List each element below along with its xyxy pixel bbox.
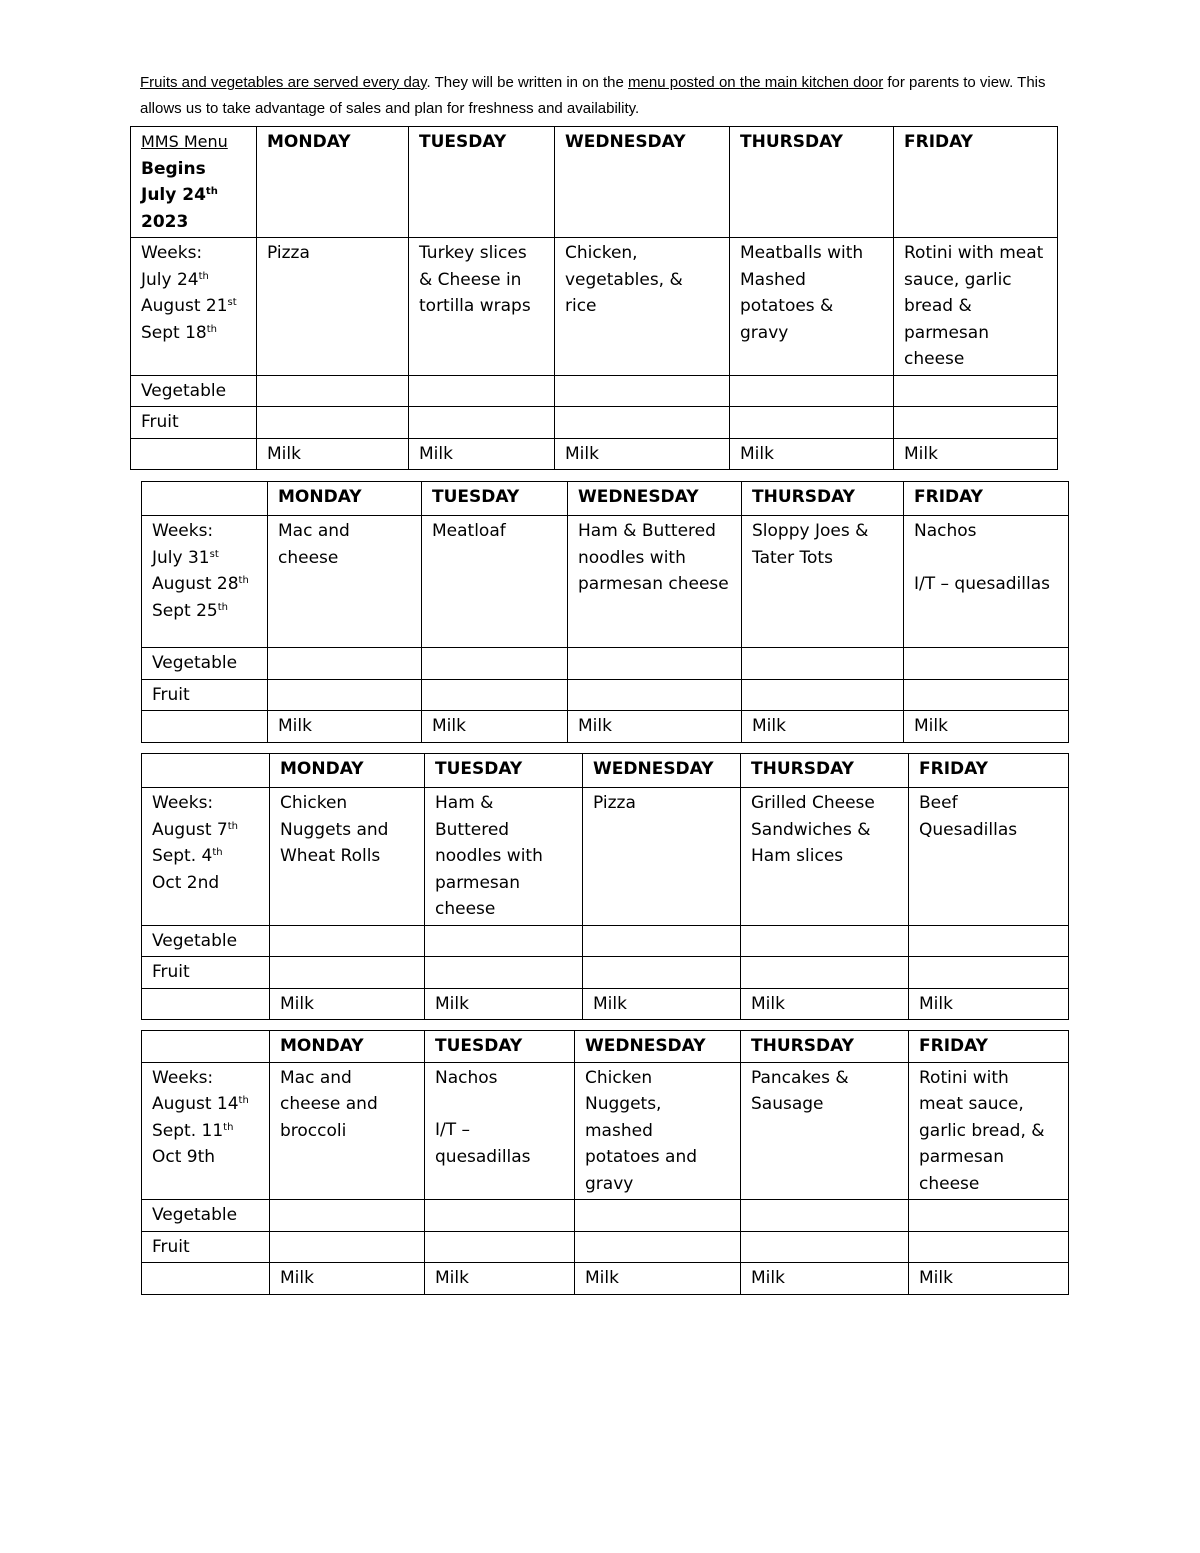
fruit-label: Fruit [142, 957, 270, 989]
meal-thursday: Grilled Cheese Sandwiches & Ham slices [741, 788, 909, 926]
vegetable-cell [257, 375, 409, 407]
day-header-friday: FRIDAY [909, 754, 1069, 788]
vegetable-label: Vegetable [142, 925, 270, 957]
fruit-cell [909, 957, 1069, 989]
milk-cell: Milk [742, 711, 904, 743]
meal-wednesday: Pizza [583, 788, 741, 926]
meal-monday: Chicken Nuggets and Wheat Rolls [270, 788, 425, 926]
vegetable-label: Vegetable [142, 648, 268, 680]
day-header-monday: MONDAY [270, 1031, 425, 1063]
day-header-wednesday: WEDNESDAY [575, 1031, 741, 1063]
fruit-cell [575, 1231, 741, 1263]
fruit-cell [425, 1231, 575, 1263]
fruit-cell [555, 407, 730, 439]
fruit-cell [425, 957, 583, 989]
meal-friday: Nachos I/T – quesadillas [904, 516, 1069, 648]
fruit-cell [268, 679, 422, 711]
corner-cell [142, 1031, 270, 1063]
day-header-tuesday: TUESDAY [425, 1031, 575, 1063]
vegetable-cell [555, 375, 730, 407]
milk-cell: Milk [425, 1263, 575, 1295]
alt-meal: I/T – quesadillas [435, 1120, 531, 1167]
week-date: Sept 25th [152, 600, 229, 621]
vegetable-cell [422, 648, 568, 680]
fruit-cell [257, 407, 409, 439]
meal-thursday: Meatballs with Mashed potatoes & gravy [730, 238, 894, 376]
meal-monday: Mac and cheese and broccoli [270, 1062, 425, 1200]
day-header-monday: MONDAY [270, 754, 425, 788]
week-date: Sept 18th [141, 322, 218, 343]
milk-cell: Milk [894, 438, 1058, 470]
fruit-label: Fruit [142, 1231, 270, 1263]
menu-title-mms: MMS Menu [141, 132, 228, 151]
milk-cell: Milk [425, 988, 583, 1020]
milk-cell: Milk [568, 711, 742, 743]
week-date: July 31st [152, 547, 219, 568]
menu-table-week-1 [130, 126, 1058, 470]
meal-monday: Mac and cheese [268, 516, 422, 648]
vegetable-cell [425, 925, 583, 957]
vegetable-cell [909, 1200, 1069, 1232]
week-date: August 21st [141, 296, 237, 316]
meal-thursday: Sloppy Joes & Tater Tots [742, 516, 904, 648]
day-header-friday: FRIDAY [904, 482, 1069, 516]
vegetable-cell [575, 1200, 741, 1232]
corner-cell [142, 754, 270, 788]
menu-title [131, 127, 257, 238]
milk-cell: Milk [422, 711, 568, 743]
vegetable-cell [742, 648, 904, 680]
vegetable-cell [270, 925, 425, 957]
fruit-cell [741, 957, 909, 989]
milk-cell: Milk [257, 438, 409, 470]
weeks-cell: Weeks: August 14th Sept. 11th Oct 9th [142, 1062, 270, 1200]
vegetable-cell [894, 375, 1058, 407]
milk-cell: Milk [575, 1263, 741, 1295]
intro-underline-1: Fruits and vegetables are served every day [140, 74, 427, 91]
milk-row-label [142, 1263, 270, 1295]
milk-row-label [142, 988, 270, 1020]
vegetable-cell [909, 925, 1069, 957]
milk-cell: Milk [909, 1263, 1069, 1295]
vegetable-cell [425, 1200, 575, 1232]
day-header-thursday: THURSDAY [741, 1031, 909, 1063]
menu-title-date: July 24th [141, 185, 218, 205]
fruit-cell [583, 957, 741, 989]
alt-meal: I/T – quesadillas [914, 573, 1050, 594]
meal-wednesday: Chicken Nuggets, mashed potatoes and gravy [575, 1062, 741, 1200]
day-header-tuesday: TUESDAY [409, 127, 555, 238]
vegetable-label: Vegetable [142, 1200, 270, 1232]
day-header-wednesday: WEDNESDAY [555, 127, 730, 238]
meal-tuesday: Ham & Buttered noodles with parmesan cheese [425, 788, 583, 926]
vegetable-cell [741, 925, 909, 957]
fruit-cell [741, 1231, 909, 1263]
fruit-cell [568, 679, 742, 711]
day-header-monday: MONDAY [257, 127, 409, 238]
milk-cell: Milk [270, 988, 425, 1020]
week-date: July 24th [141, 269, 209, 290]
intro-text-2: for parents to view. This allows us to take advantage of sales and plan for freshness and availability. [140, 74, 1046, 117]
intro-text-1: . They will be written in on the [426, 74, 629, 91]
meal-tuesday: Turkey slices & Cheese in tortilla wraps [409, 238, 555, 376]
weeks-cell: Weeks: August 7th Sept. 4th Oct 2nd [142, 788, 270, 926]
meal-wednesday: Chicken, vegetables, & rice [555, 238, 730, 376]
milk-cell: Milk [583, 988, 741, 1020]
meal-thursday: Pancakes & Sausage [741, 1062, 909, 1200]
fruit-cell [742, 679, 904, 711]
vegetable-cell [568, 648, 742, 680]
week-date: Oct 9th [152, 1147, 216, 1167]
milk-cell: Milk [270, 1263, 425, 1295]
menu-table-week-3 [141, 753, 1069, 1020]
milk-row-label [131, 438, 257, 470]
day-header-monday: MONDAY [268, 482, 422, 516]
day-header-thursday: THURSDAY [741, 754, 909, 788]
fruit-cell [894, 407, 1058, 439]
milk-cell: Milk [555, 438, 730, 470]
weeks-cell: Weeks: July 31st August 28th Sept 25th [142, 516, 268, 648]
meal-wednesday: Ham & Buttered noodles with parmesan cheese [568, 516, 742, 648]
fruit-cell [730, 407, 894, 439]
week-date: Sept. 4th [152, 846, 223, 866]
fruit-label: Fruit [131, 407, 257, 439]
meal-friday: Beef Quesadillas [909, 788, 1069, 926]
week-date: Sept. 11th [152, 1120, 234, 1141]
corner-cell [142, 482, 268, 516]
milk-cell: Milk [730, 438, 894, 470]
fruit-cell [409, 407, 555, 439]
milk-cell: Milk [741, 988, 909, 1020]
menu-title-year: 2023 [141, 211, 189, 232]
fruit-cell [904, 679, 1069, 711]
vegetable-cell [904, 648, 1069, 680]
milk-cell: Milk [409, 438, 555, 470]
menu-title-begins: Begins [141, 158, 206, 179]
vegetable-cell [730, 375, 894, 407]
week-date: August 28th [152, 574, 249, 594]
week-date: August 14th [152, 1094, 249, 1114]
menu-table-week-4 [141, 1030, 1069, 1295]
vegetable-cell [270, 1200, 425, 1232]
vegetable-label: Vegetable [131, 375, 257, 407]
week-date: Oct 2nd [152, 872, 220, 893]
intro-note [140, 70, 1070, 122]
day-header-friday: FRIDAY [909, 1031, 1069, 1063]
milk-cell: Milk [741, 1263, 909, 1295]
menu-table-week-2 [141, 481, 1069, 743]
fruit-cell [422, 679, 568, 711]
fruit-cell [270, 1231, 425, 1263]
vegetable-cell [268, 648, 422, 680]
milk-cell: Milk [904, 711, 1069, 743]
day-header-tuesday: TUESDAY [422, 482, 568, 516]
meal-tuesday: Nachos I/T – quesadillas [425, 1062, 575, 1200]
day-header-thursday: THURSDAY [742, 482, 904, 516]
intro-underline-2: menu posted on the main kitchen door [628, 74, 884, 91]
day-header-friday: FRIDAY [894, 127, 1058, 238]
weeks-cell: Weeks: July 24th August 21st Sept 18th [131, 238, 257, 376]
meal-monday: Pizza [257, 238, 409, 376]
fruit-cell [909, 1231, 1069, 1263]
week-date: August 7th [152, 819, 238, 840]
fruit-label: Fruit [142, 679, 268, 711]
fruit-cell [270, 957, 425, 989]
meal-tuesday: Meatloaf [422, 516, 568, 648]
vegetable-cell [583, 925, 741, 957]
vegetable-cell [741, 1200, 909, 1232]
milk-cell: Milk [909, 988, 1069, 1020]
meal-friday: Rotini with meat sauce, garlic bread & parmesan cheese [894, 238, 1058, 376]
vegetable-cell [409, 375, 555, 407]
milk-cell: Milk [268, 711, 422, 743]
day-header-thursday: THURSDAY [730, 127, 894, 238]
day-header-wednesday: WEDNESDAY [583, 754, 741, 788]
milk-row-label [142, 711, 268, 743]
day-header-tuesday: TUESDAY [425, 754, 583, 788]
day-header-wednesday: WEDNESDAY [568, 482, 742, 516]
meal-friday: Rotini with meat sauce, garlic bread, & parmesan cheese [909, 1062, 1069, 1200]
